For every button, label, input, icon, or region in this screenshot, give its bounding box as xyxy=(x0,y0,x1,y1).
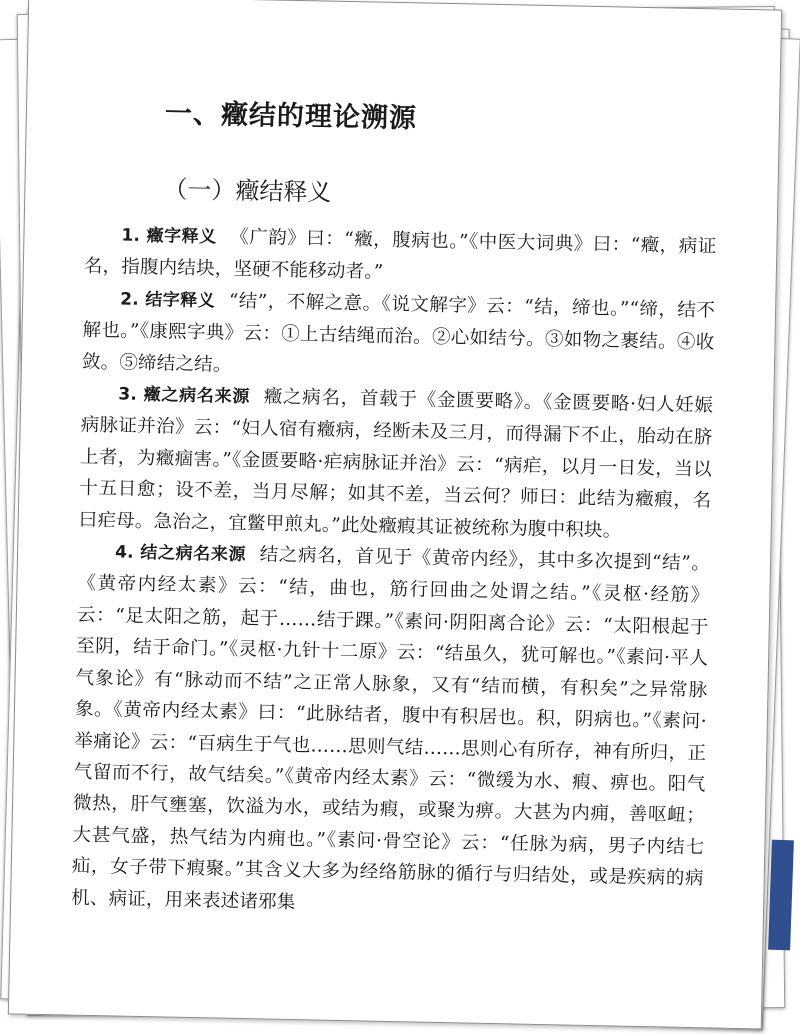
book-cover-edge xyxy=(768,840,794,951)
paragraph-label: 3. 癥之病名来源 xyxy=(118,384,251,408)
paragraph-text: 《广韵》曰：“癥，腹病也。”《中医大词典》曰：“癥，病证名，指腹内结块，坚硬不能移动者。” xyxy=(83,226,717,284)
paragraph-label: 1. 癥字释义 xyxy=(121,225,217,248)
section-heading: 一、癥结的理论溯源 xyxy=(164,98,418,135)
paragraph-text: “结”，不解之意。《说文解字》云：“结，缔也。”“缔，结不解也。”《康熙字典》云：①上古结绳而治。②心如结兮。③如物之裹结。④收敛。⑤缔结之结。 xyxy=(81,290,716,376)
paragraph xyxy=(78,378,713,549)
paragraph xyxy=(82,283,716,391)
paragraph-label: 4. 结之病名来源 xyxy=(114,542,247,566)
paragraph-text: 癥之病名，首载于《金匮要略》。《金匮要略·妇人妊娠病脉证并治》云：“妇人宿有癥病，经断未及三月，而得漏下不止，胎动在脐上者，为癥痼害。”《金匮要略·疟病脉证并治》云：“病疟，以月一日发，当以十五日愈；设不差，当月尽解；如其不差，当云何？师曰：此结为癥瘕，名曰疟母。急治之，宜鳖甲煎丸。”此处癥瘕其证被统称为腹中积块。 xyxy=(78,386,714,542)
paragraph-label: 2. 结字释义 xyxy=(120,289,216,312)
subsection-heading: （一）癥结释义 xyxy=(163,175,332,207)
paragraph-text: 结之病名，首见于《黄帝内经》，其中多次提到“结”。《黄帝内经太素》云：“结，曲也，筋行回曲之处谓之结。”《灵枢·经筋》云：“足太阳之筋，起于……结于踝。”《素问·阴阳离合论》云：“太阳根起于至阴，结于命门。”《灵枢·九针十二原》云：“结虽久，犹可解也。”《素问·平人气象论》有“脉动而不结”之正常人脉象，又有“结而横，有积矣”之异常脉象。《黄帝内经太素》曰：“此脉结者，腹中有积居也。积，阴病也。”《素问·举痛论》云：“百病生于气也……思则气结……思则心有所存，神有所归，正气留而不行，故气结矣。”《黄帝内经太素》云：“微缓为水、瘕、痹也。阳气微热，肝气壅塞，饮溢为水，或结为瘕，或聚为痹。大甚为内痈，善呕衄；大甚气盛，热气结为内痈也。”《素问·骨空论》云：“任脉为病，男子内结七疝，女子带下瘕聚。”其含义大多为经络筋脉的循行与归结处，或是疾病的病机、病证，用来表述诸邪集 xyxy=(70,544,711,913)
page-content xyxy=(71,93,719,926)
document-page xyxy=(8,0,782,1029)
paragraph xyxy=(71,536,710,926)
